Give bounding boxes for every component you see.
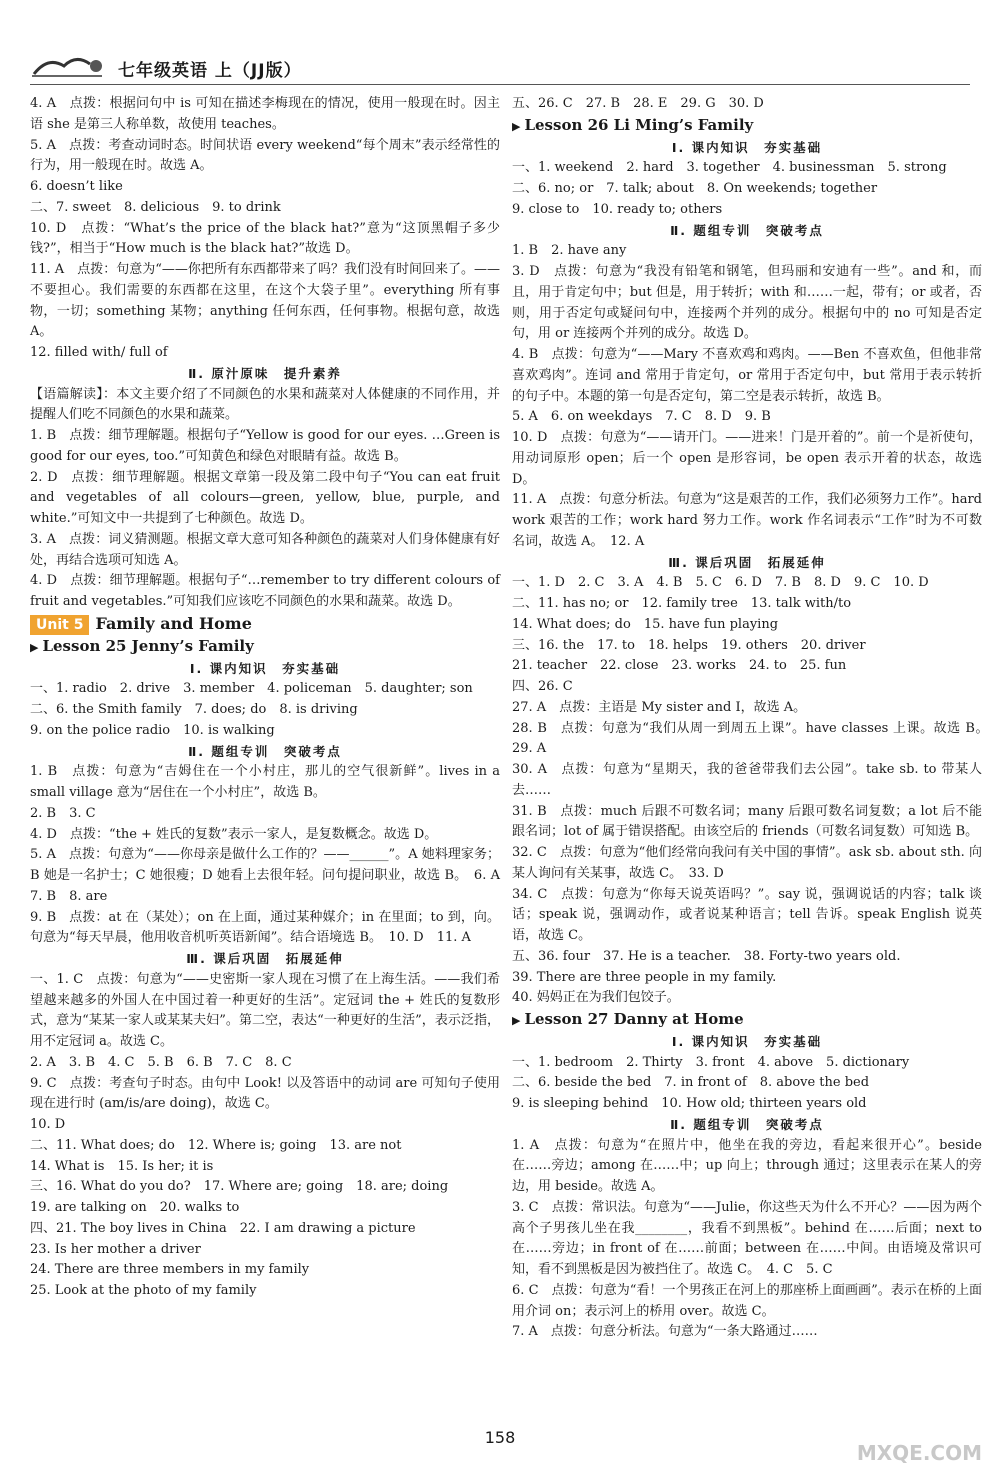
answer-line: 23. Is her mother a driver [30,1241,201,1257]
answer-line: 二、6. the Smith family 7. does; do 8. is driving [30,702,358,717]
book-logo-icon [30,52,110,80]
header-title: 七年级英语 上（JJ版） [118,61,302,81]
answer-line: 3. C 点拨：常识法。句意为“——Julie，你这些天为什么不开心？——因为两个高个子男孩儿坐在我________，我看不到黑板”。behind 在……后面；next to 在……旁边；in front of 在……前面；between 在……中间。由语境及常识可知，看不到黑板是因为被挡住了。故选 C。 4. C 5. C [512,1199,982,1277]
answer-line: 2. B 3. C [30,805,96,821]
triangle-icon: ▶ [512,119,521,133]
unit-tag: Unit 5 [30,615,89,635]
lesson-title: Lesson 26 Li Ming’s Family [524,115,754,134]
answer-line: 一、1. D 2. C 3. A 4. B 5. C 6. D 7. B 8. D 9. C 10. D [512,575,929,591]
answer-line: 9. is sleeping behind 10. How old; thirteen years old [512,1096,867,1111]
answer-line: 10. D 点拨：“What’s the price of the black hat?”意为“这顶黑帽子多少钱?”，相当于“How much is the black hat?”故选 D。 [30,220,500,257]
answer-line: 一、1. bedroom 2. Thirty 3. front 4. above 5. dictionary [512,1054,910,1070]
answer-line: 二、6. beside the bed 7. in front of 8. above the bed [512,1075,870,1091]
section-heading: Ⅱ. 题组专训 突破考点 [670,222,824,238]
answer-line: 40. 妈妈正在为我们包饺子。 [512,990,680,1006]
header-rule [30,84,970,85]
answer-line: 10. D [30,1117,66,1132]
answer-line: 2. D 点拨：细节理解题。根据文章第一段及第二段中句子“You can eat fruit and vegetables of all colours—green, yellow, blue, purple, and white.”可知文中一共提到了七种颜色。故选 D。 [30,469,500,526]
answer-line: 二、11. What does; do 12. Where is; going 13. are not [30,1137,402,1153]
answer-line: 4. B 点拨：句意为“——Mary 不喜欢鸡和鸡肉。——Ben 不喜欢鱼，但他非常喜欢鸡肉”。连词 and 常用于肯定句，or 常用于否定句中，but 常用于表示转折的句子中。本题的第一句是否定句，第二空是表示转折，故选 B。 [512,347,982,404]
answer-line: 9. C 点拨：考查句子时态。由句中 Look! 以及答语中的动词 are 可知句子使用现在进行时 (am/is/are doing)，故选 C。 [30,1075,500,1112]
answer-line: 14. What is 15. Is her; it is [30,1158,214,1174]
answer-line: 【语篇解读】：本文主要介绍了不同颜色的水果和蔬菜对人体健康的不同作用，并提醒人们吃不同颜色的水果和蔬菜。 [30,386,500,423]
answer-line: 三、16. the 17. to 18. helps 19. others 20. driver [512,637,866,653]
answer-line: 9. B 点拨：at 在（某处）；on 在上面，通过某种媒介；in 在里面；to 到，向。句意为“每天早晨，他用收音机听英语新闻”。结合语境选 B。 10. D 11. A [30,909,500,946]
section-heading: Ⅰ. 课内知识 夯实基础 [671,1033,823,1049]
answer-line: 21. teacher 22. close 23. works 24. to 25. fun [512,658,847,674]
answer-line: 三、16. What do you do? 17. Where are; going 18. are; doing [30,1179,449,1195]
triangle-icon: ▶ [512,1014,521,1027]
left-column [30,94,514,1302]
answer-line: 4. A 点拨：根据问句中 is 可知在描述李梅现在的情况，使用一般现在时。因主语 she 是第三人称单数，故使用 teaches。 [30,96,500,132]
answer-line: 4. D 点拨：细节理解题。根据句子“…remember to try different colours of fruit and vegetables.”可知我们应该吃不同颜色的水果和蔬菜。故选 D。 [30,573,500,609]
answer-line: 9. on the police radio 10. is walking [30,722,275,738]
watermark: MXQE.COM [856,1441,982,1465]
answer-line: 6. doesn’t like [30,179,123,194]
answer-line: 1. B 点拨：细节理解题。根据句子“Yellow is good for our eyes. …Green is good for our eyes, too.”可知黄色和绿色对眼睛有益。故选 B。 [30,428,500,464]
answer-line: 5. A 6. on weekdays 7. C 8. D 9. B [512,409,771,425]
lesson-heading [512,1009,982,1032]
page-number: 158 [484,1428,516,1447]
answer-line: 24. There are three members in my family [30,1262,310,1278]
answer-line: 9. close to 10. ready to; others [512,201,723,217]
lesson-heading [512,115,982,138]
answer-line: 10. D 点拨：句意为“——请开门。——进来！门是开着的”。前一个是祈使句，用动词原形 open；后一个 open 是形容词，be open 表示开着的状态，故选 D。 [512,430,982,487]
section-heading: Ⅲ. 课后巩固 拓展延伸 [186,951,344,966]
answer-line: 一、1. weekend 2. hard 3. together 4. businessman 5. strong [512,160,947,176]
section-heading: Ⅱ. 题组专训 突破考点 [188,743,342,759]
section-heading: Ⅲ. 课后巩固 拓展延伸 [668,554,826,570]
answer-line: 19. are talking on 20. walks to [30,1200,240,1215]
answer-line: 一、1. radio 2. drive 3. member 4. policeman 5. daughter; son [30,681,473,697]
lesson-title: Lesson 27 Danny at Home [524,1010,744,1028]
answer-line: 二、7. sweet 8. delicious 9. to drink [30,199,281,215]
answer-line: 1. B 点拨：句意为“吉姆住在一个小村庄，那儿的空气很新鲜”。lives in a small village 意为“居住在一个小村庄”，故选 B。 [30,764,500,800]
answer-line: 2. A 3. B 4. C 5. B 6. B 7. C 8. C [30,1054,292,1070]
answer-line: 4. D 点拨：“the + 姓氏的复数”表示一家人，是复数概念。故选 D。 [30,826,438,842]
answer-line: 二、6. no; or 7. talk; about 8. On weekends; together [512,181,878,196]
answer-line: 5. A 点拨：考查动词时态。时间状语 every weekend“每个周末”表示经常性的行为，用一般现在时。故选 A。 [30,137,500,174]
section-heading: Ⅰ. 课内知识 夯实基础 [189,660,341,676]
answer-line: 3. D 点拨：句意为“我没有铅笔和钢笔，但玛丽和安迪有一些”。and 和，而且，用于肯定句中；but 但是，用于转折；with 和……一起，带有；or 或者，否则，用于否定句或疑问句中，连接两个并列的成分。根据句中的 no 可知是否定句，用 or 连接两个并列的成分。故选 D。 [512,264,982,342]
section-heading: Ⅱ. 题组专训 突破考点 [670,1116,824,1132]
answer-line: 39. There are three people in my family. [512,969,777,985]
answer-line: 1. B 2. have any [512,243,627,259]
answer-line: 7. A 点拨：句意分析法。句意为“一条大路通过…… [512,1324,818,1340]
answer-line: 14. What does; do 15. have fun playing [512,616,779,632]
answer-line: 11. A 点拨：句意分析法。句意为“这是艰苦的工作，我们必须努力工作”。hard work 艰苦的工作；work hard 努力工作。work 作名词表示“工作”时为不可数名词，故选 A。 12. A [512,492,982,549]
lesson-title: Lesson 25 Jenny’s Family [42,636,254,655]
answer-line: 五、36. four 37. He is a teacher. 38. Forty-two years old. [512,948,901,964]
lesson-heading [30,636,500,659]
unit-heading [30,614,500,635]
answer-line: 3. A 点拨：词义猜测题。根据文章大意可知各种颜色的蔬菜对人们身体健康有好处，再结合选项可知选 A。 [30,531,500,568]
answer-line: 五、26. C 27. B 28. E 29. G 30. D [512,96,764,111]
answer-line: 一、1. C 点拨：句意为“——史密斯一家人现在习惯了在上海生活。——我们希望越来越多的外国人在中国过着一种更好的生活”。定冠词 the + 姓氏的复数形式，意为“某某一家人或某某夫妇”。第二空，表达“一种更好的生活”，表示泛指，用不定冠词 a。故选 C。 [30,971,500,1049]
right-column [512,94,996,1343]
answer-line: 1. A 点拨：句意为“在照片中，他坐在我的旁边，看起来很开心”。beside 在……旁边；among 在……中；up 向上；through 通过；这里表示在某人的旁边，用 beside。故选 A。 [512,1137,982,1194]
answer-line: 四、26. C [512,679,573,694]
answer-line: 27. A 点拨：主语是 My sister and I，故选 A。 [512,699,807,715]
page-header [0,0,1000,88]
triangle-icon: ▶ [30,640,39,654]
answer-line: 30. A 点拨：句意为“星期天，我的爸爸带我们去公园”。take sb. to 带某人去…… [512,762,982,798]
answer-line: 6. C 点拨：句意为“看！一个男孩正在河上的那座桥上面画画”。表示在桥的上面用介词 on；表示河上的桥用 over。故选 C。 [512,1282,982,1319]
unit-title: Family and Home [95,613,252,633]
answer-line: 31. B 点拨：much 后跟不可数名词；many 后跟可数名词复数；a lot 后不能跟名词；lot of 属于错误搭配。由该空后的 friends（可数名词复数）可知选 B。 [512,803,982,840]
answer-line: 二、11. has no; or 12. family tree 13. talk with/to [512,596,852,611]
section-heading: Ⅰ. 课内知识 夯实基础 [671,139,823,155]
answer-line: 34. C 点拨：句意为“你每天说英语吗？”。say 说，强调说话的内容；talk 谈话；speak 说，强调动作，或者说某种语言；tell 告诉。speak English 说英语，故选 C。 [512,886,982,943]
answer-line: 四、21. The boy lives in China 22. I am drawing a picture [30,1220,416,1236]
answer-line: 11. A 点拨：句意为“——你把所有东西都带来了吗？我们没有时间回来了。——不要担心。我们需要的东西都在这里，在这个大袋子里”。everything 所有事物，一切；something 某物；anything 任何东西，任何事物。根据句意，故选 A。 [30,262,500,340]
answer-line: 12. filled with/ full of [30,345,168,360]
answer-line: 5. A 点拨：句意为“——你母亲是做什么工作的？——______”。A 她料理家务；B 她是一名护士；C 她很瘦；D 她看上去很年轻。问句提问职业，故选 B。 6. A 7. B 8. are [30,847,514,904]
answer-line: 25. Look at the photo of my family [30,1283,257,1298]
answer-line: 32. C 点拨：句意为“他们经常向我问有关中国的事情”。ask sb. about sth. 向某人询问有关某事，故选 C。 33. D [512,845,982,881]
section-heading: Ⅱ. 原汁原味 提升素养 [188,365,342,381]
answer-line: 28. B 点拨：句意为“我们从周一到周五上课”。have classes 上课。故选 B。 29. A [512,720,996,757]
